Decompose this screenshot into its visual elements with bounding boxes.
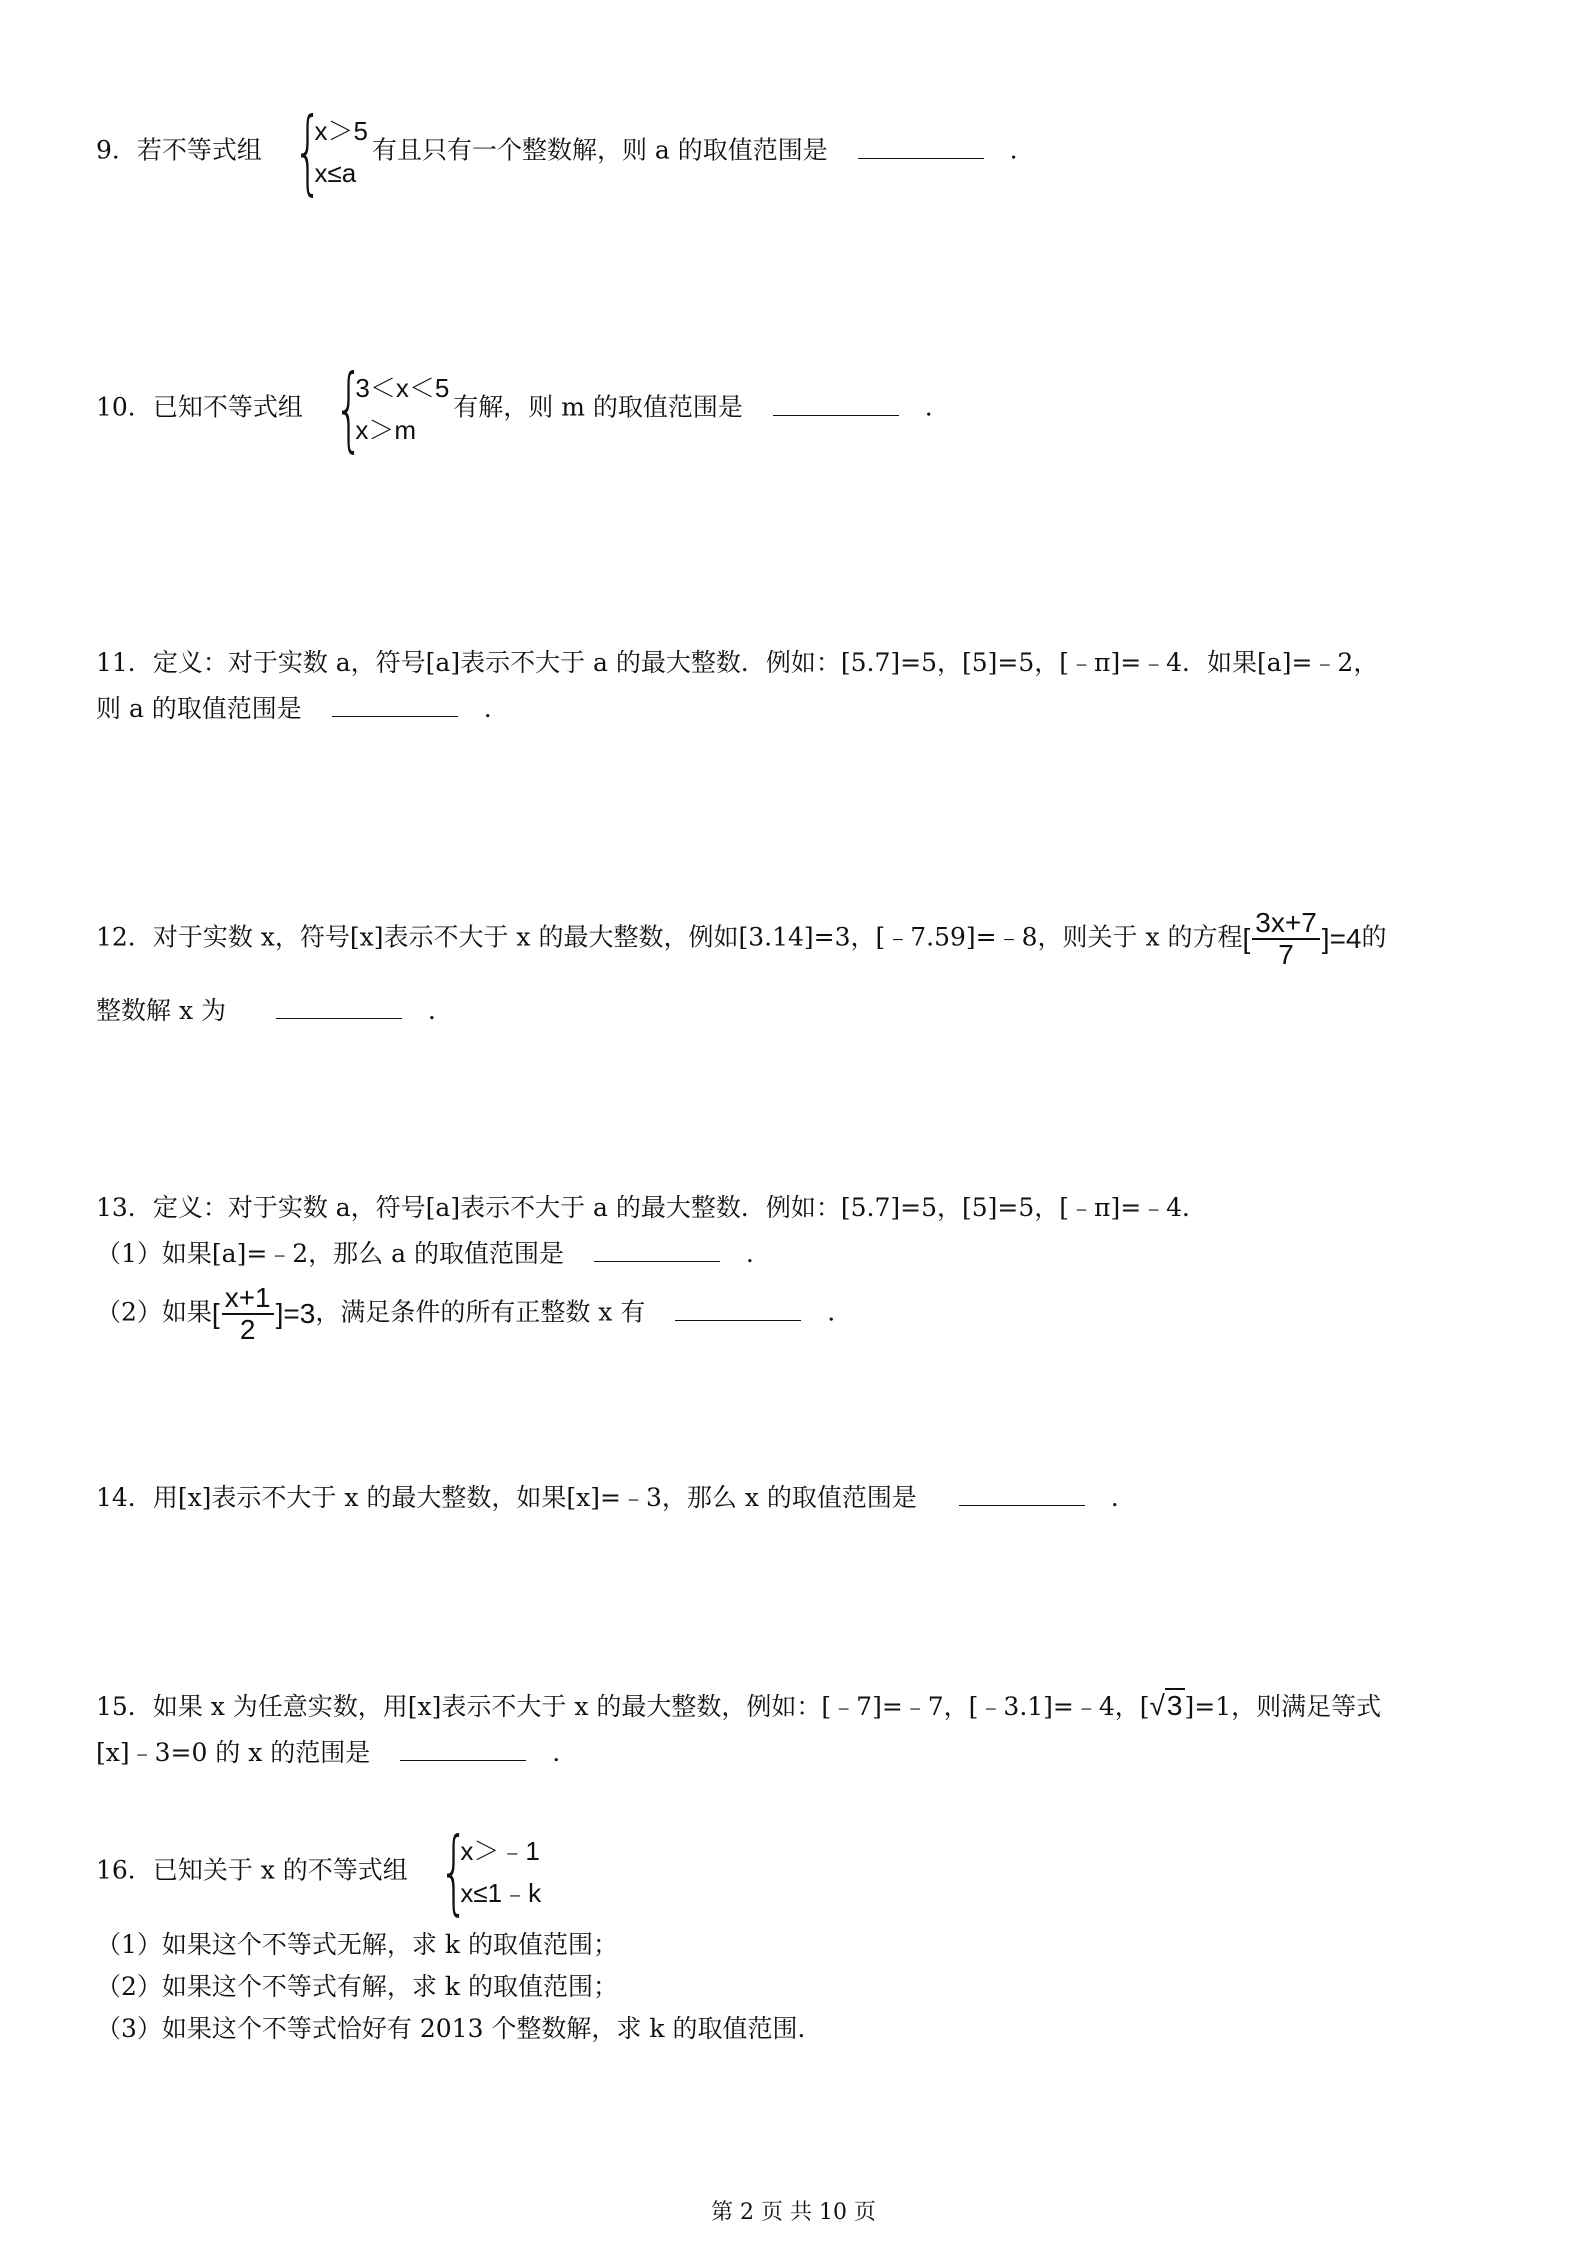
question-15 (96, 1683, 1516, 1776)
question-text: 则 a 的取值范围是 (96, 694, 302, 723)
question-number: 13． (96, 1193, 153, 1222)
question-number: 16． (96, 1855, 153, 1885)
answer-blank[interactable] (959, 1475, 1085, 1506)
denominator: 2 (239, 1314, 256, 1345)
question-text: 已知关于 x 的不等式组 (152, 1855, 408, 1885)
answer-blank[interactable] (773, 385, 899, 416)
question-end: ． (483, 694, 509, 723)
answer-blank[interactable] (332, 686, 458, 717)
question-text: ]=1，则满足等式 (1184, 1692, 1382, 1721)
sub-question: ，满足条件的所有正整数 x 有 (315, 1297, 646, 1327)
inequality-system (410, 1818, 542, 1925)
question-number: 11． (96, 648, 153, 677)
numerator: x+1 (222, 1283, 274, 1315)
question-text: 已知不等式组 (152, 392, 303, 422)
question-text: [x]﹣3=0 的 x 的范围是 (96, 1738, 371, 1767)
question-text: 用[x]表示不大于 x 的最大整数，如果[x]=﹣3，那么 x 的取值范围是 (152, 1483, 917, 1512)
answer-blank[interactable] (400, 1730, 526, 1761)
sqrt-expression (1150, 1688, 1185, 1721)
brace-icon: { (439, 1818, 469, 1925)
question-14 (96, 1475, 1516, 1521)
bracket-equals: ]=3 (275, 1298, 316, 1329)
question-number: 10． (96, 392, 153, 422)
bracket: [ (211, 1298, 220, 1329)
answer-blank[interactable] (276, 988, 402, 1019)
question-number: 14． (96, 1483, 153, 1512)
bracket-equals: ]=4 (1321, 923, 1362, 954)
question-number: 12． (96, 922, 153, 952)
denominator: 7 (1278, 939, 1294, 970)
question-end: ． (1009, 135, 1035, 165)
system-row: x≤a (314, 158, 357, 188)
answer-blank[interactable] (858, 128, 984, 159)
sub-question: （3）如果这个不等式恰好有 2013 个整数解，求 k 的取值范围． (96, 2014, 823, 2043)
system-row: x＞﹣1 (460, 1836, 540, 1866)
system-row: 3＜x＜5 (355, 373, 450, 403)
sub-question: （1）如果[a]=﹣2，那么 a 的取值范围是 (96, 1239, 564, 1268)
question-number: 9． (96, 135, 137, 165)
question-text: 整数解 x 为 (96, 996, 226, 1025)
sub-question: （1）如果这个不等式无解，求 k 的取值范围； (96, 1930, 618, 1959)
question-end: ． (428, 996, 454, 1025)
question-11 (96, 640, 1516, 732)
brace-icon: { (293, 98, 323, 205)
radicand: 3 (1166, 1690, 1183, 1721)
question-text: 对于实数 x，符号[x]表示不大于 x 的最大整数，例如[3.14]=3，[﹣7.59]=﹣8，则关于 x 的方程 (152, 922, 1243, 952)
bracket: [ (1242, 923, 1251, 954)
system-row: x＞5 (314, 116, 368, 146)
system-row: x＞m (355, 415, 417, 445)
question-end: ． (745, 1239, 771, 1268)
question-end: ． (1110, 1483, 1136, 1512)
question-12 (96, 908, 1516, 1034)
question-end: ． (552, 1738, 578, 1767)
question-text: 如果 x 为任意实数，用[x]表示不大于 x 的最大整数，例如：[﹣7]=﹣7，[﹣3.1]=﹣4，[ (152, 1692, 1150, 1721)
question-16 (96, 1818, 1516, 2050)
question-end: ． (827, 1297, 853, 1327)
question-10 (96, 355, 1516, 462)
question-text: 定义：对于实数 a，符号[a]表示不大于 a 的最大整数．例如：[5.7]=5，[5]=5，[﹣π]=﹣4．如果[a]=﹣2， (152, 648, 1379, 677)
inequality-system (264, 98, 368, 205)
question-text: 有解，则 m 的取值范围是 (453, 392, 743, 422)
numerator: 3x+7 (1252, 908, 1320, 940)
equation-fraction (1243, 908, 1362, 970)
sub-question: （2）如果 (96, 1297, 212, 1327)
question-number: 15． (96, 1692, 153, 1721)
brace-icon: { (334, 355, 364, 462)
question-13 (96, 1185, 1516, 1345)
page-footer: 第 2 页 共 10 页 (711, 2200, 876, 2225)
answer-blank[interactable] (594, 1231, 720, 1262)
answer-blank[interactable] (675, 1290, 801, 1321)
sqrt-icon: √ (1149, 1690, 1165, 1721)
question-9 (96, 98, 1516, 205)
sub-question: （2）如果这个不等式有解，求 k 的取值范围； (96, 1972, 618, 2001)
question-text: 有且只有一个整数解，则 a 的取值范围是 (371, 135, 828, 165)
inequality-system (305, 355, 450, 462)
equation-fraction (212, 1283, 315, 1345)
system-row: x≤1﹣k (460, 1878, 542, 1908)
question-text: 的 (1361, 922, 1387, 952)
question-text: 若不等式组 (136, 135, 262, 165)
question-end: ． (924, 392, 950, 422)
question-text: 定义：对于实数 a，符号[a]表示不大于 a 的最大整数．例如：[5.7]=5，[5]=5，[﹣π]=﹣4． (152, 1193, 1208, 1222)
